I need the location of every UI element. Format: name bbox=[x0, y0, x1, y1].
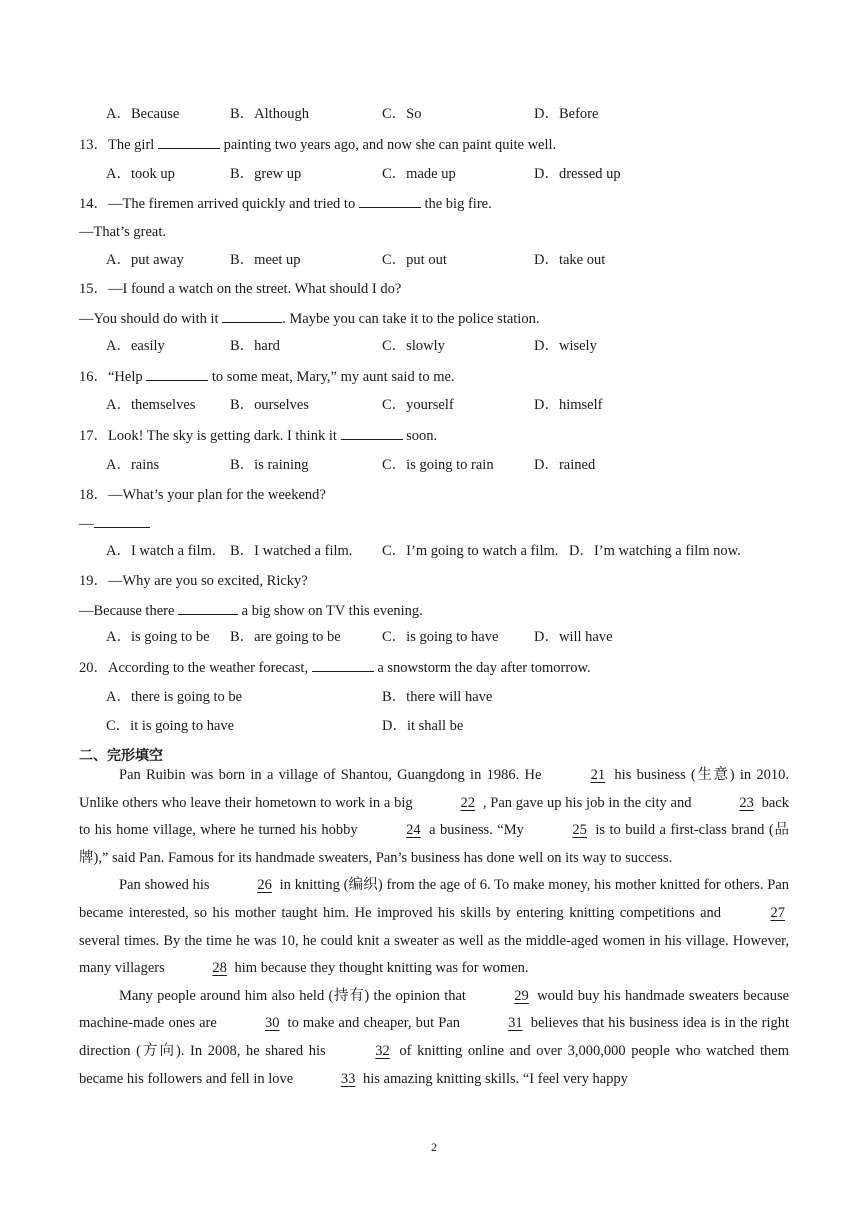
q14-option-a: A．put away bbox=[106, 252, 184, 268]
blank-24: 24 bbox=[406, 822, 421, 839]
q20-stem: 20．According to the weather forecast, a snowstorm the day after tomorrow. bbox=[79, 660, 591, 676]
q18-stem: 18．—What’s your plan for the weekend? bbox=[79, 487, 326, 503]
passage-paragraph-1: Pan Ruibin was born in a village of Shantou, Guangdong in 1986. He 21 his business (生意) in 2010. Unlike others who leave their hometown to work in a big 22 , Pan gave up his job in the city and 23 back to his home village, where he turned his hobby 24 a business. “My 25 is to build a first-class brand (品牌),” said Pan. Famous for its handmade sweaters, Pan’s business has done well on its way to success. bbox=[79, 762, 789, 872]
q13-option-d: D．dressed up bbox=[534, 166, 621, 182]
blank-21: 21 bbox=[590, 767, 606, 783]
blank-29: 29 bbox=[514, 987, 529, 1004]
q19-option-d: D．will have bbox=[534, 629, 613, 645]
q16-stem: 16．“Help to some meat, Mary,” my aunt said to me. bbox=[79, 369, 455, 385]
q13-option-b: B．grew up bbox=[230, 166, 302, 182]
q12-option-d: D．Before bbox=[534, 106, 599, 122]
q14-reply: —That’s great. bbox=[79, 224, 166, 240]
q13-option-a: A．took up bbox=[106, 166, 175, 182]
blank-31: 31 bbox=[508, 1015, 523, 1032]
q18-option-d: D．I’m watching a film now. bbox=[569, 543, 741, 559]
page-number: 2 bbox=[431, 1140, 437, 1154]
cloze-passage bbox=[79, 762, 789, 1093]
blank-28: 28 bbox=[212, 960, 227, 977]
q19-stem: 19．—Why are you so excited, Ricky? bbox=[79, 573, 308, 589]
q15-stem: 15．—I found a watch on the street. What should I do? bbox=[79, 281, 402, 297]
q14-stem: 14．—The firemen arrived quickly and tried to the big fire. bbox=[79, 196, 492, 212]
q16-option-d: D．himself bbox=[534, 397, 603, 413]
q18-reply: — bbox=[79, 514, 150, 533]
blank-22: 22 bbox=[460, 794, 475, 811]
blank-33: 33 bbox=[340, 1070, 356, 1087]
q12-option-c: C．So bbox=[382, 106, 422, 122]
q18-option-b: B．I watched a film. bbox=[230, 543, 353, 559]
q12-option-b: B．Although bbox=[230, 106, 309, 122]
q15-option-d: D．wisely bbox=[534, 338, 597, 354]
q16-option-c: C．yourself bbox=[382, 397, 454, 413]
q16-option-b: B．ourselves bbox=[230, 397, 309, 413]
q14-option-d: D．take out bbox=[534, 252, 606, 268]
q16-option-a: A．themselves bbox=[106, 397, 196, 413]
q19-reply: —Because there a big show on TV this evening. bbox=[79, 603, 423, 619]
q12-option-a: A．Because bbox=[106, 106, 180, 122]
blank-25: 25 bbox=[572, 822, 587, 839]
q17-stem: 17．Look! The sky is getting dark. I think it soon. bbox=[79, 428, 438, 444]
blank-27: 27 bbox=[770, 904, 785, 921]
passage-paragraph-3: Many people around him also held (持有) the opinion that 29 would buy his handmade sweaters because machine-made ones are 30 to make and cheaper, but Pan 31 believes that his business idea is in the right direction (方向). In 2008, he shared his 32 of knitting online and over 3,000,000 people who watched them became his followers and fell in love 33 his amazing knitting skills. “I feel very happy bbox=[79, 983, 789, 1093]
q15-option-b: B．hard bbox=[230, 338, 280, 354]
q19-option-a: A．is going to be bbox=[106, 629, 210, 645]
q18-option-a: A．I watch a film. bbox=[106, 543, 216, 559]
q14-option-c: C．put out bbox=[382, 252, 447, 268]
blank-30: 30 bbox=[264, 1015, 280, 1032]
q17-option-c: C．is going to rain bbox=[382, 457, 494, 473]
q20-option-c: C．it is going to have bbox=[106, 718, 235, 734]
q20-option-b: B．there will have bbox=[382, 689, 493, 705]
passage-paragraph-2: Pan showed his 26 in knitting (编织) from the age of 6. To make money, his mother knitted for others. Pan became interested, so his mother taught him. He improved his skills by entering knitting competitions and 27 several times. By the time he was 10, he could knit a sweater as well as the middle-aged women in his village. However, many villagers 28 him because they thought knitting was for women. bbox=[79, 872, 789, 982]
section-title-cloze: 二、完形填空 bbox=[79, 748, 163, 764]
q20-option-a: A．there is going to be bbox=[106, 689, 243, 705]
q19-option-b: B．are going to be bbox=[230, 629, 341, 645]
q13-stem: 13．The girl painting two years ago, and now she can paint quite well. bbox=[79, 137, 557, 153]
q15-reply: —You should do with it . Maybe you can take it to the police station. bbox=[79, 311, 540, 327]
q14-option-b: B．meet up bbox=[230, 252, 301, 268]
q15-option-a: A．easily bbox=[106, 338, 165, 354]
q17-option-a: A．rains bbox=[106, 457, 160, 473]
q17-option-b: B．is raining bbox=[230, 457, 309, 473]
q19-option-c: C．is going to have bbox=[382, 629, 499, 645]
q18-option-c: C．I’m going to watch a film. bbox=[382, 543, 559, 559]
q15-option-c: C．slowly bbox=[382, 338, 445, 354]
q20-option-d: D．it shall be bbox=[382, 718, 464, 734]
blank-32: 32 bbox=[375, 1042, 390, 1059]
blank-23: 23 bbox=[739, 794, 754, 811]
blank-26: 26 bbox=[257, 877, 272, 894]
q17-option-d: D．rained bbox=[534, 457, 596, 473]
q13-option-c: C．made up bbox=[382, 166, 456, 182]
